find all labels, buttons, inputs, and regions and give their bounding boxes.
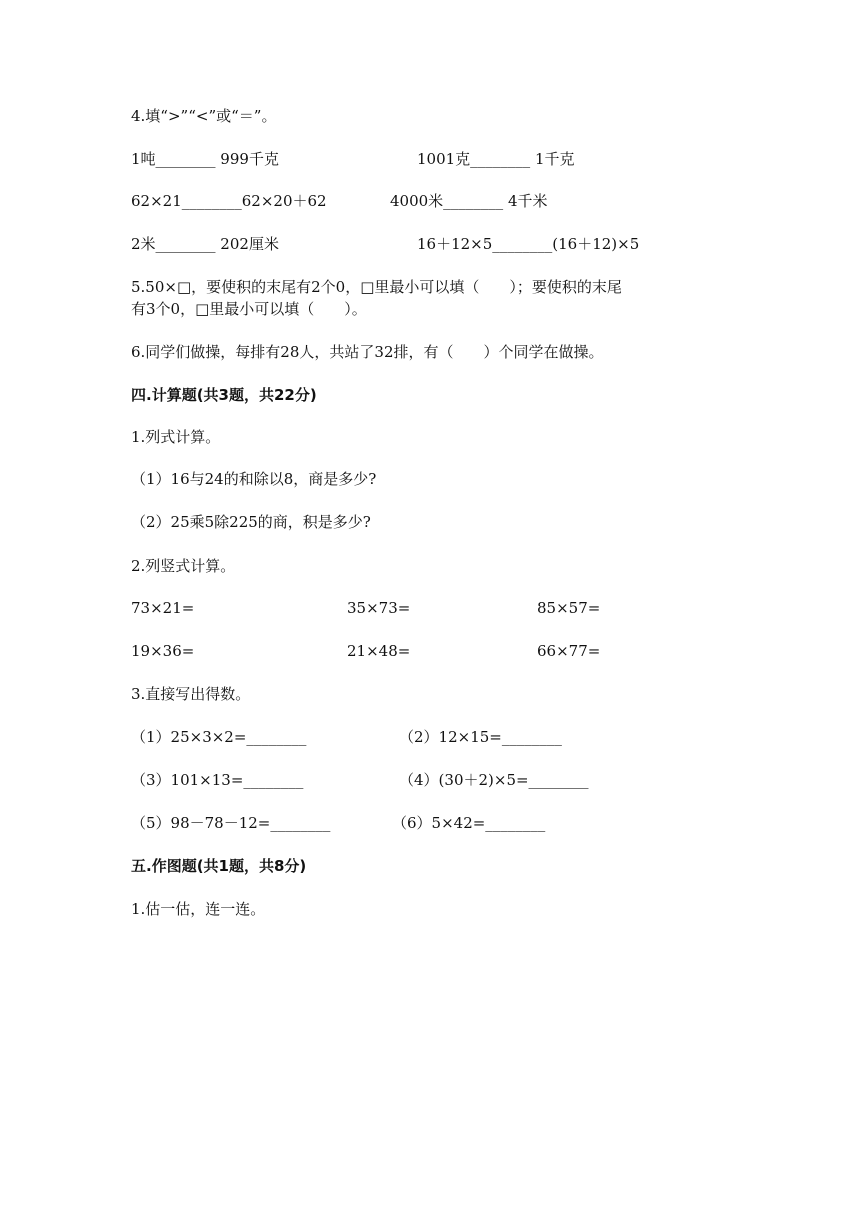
s5-q1-title: 1.估一估，连一连。 bbox=[131, 900, 266, 918]
s4-q3-item-6: （6）5×42=________ bbox=[392, 814, 546, 832]
q4-item-3: 62×21________62×20＋62 bbox=[131, 192, 327, 210]
s4-q1-item-2: （2）25乘5除225的商，积是多少? bbox=[131, 513, 371, 531]
s4-q2-item-6: 66×77= bbox=[537, 642, 601, 660]
s4-q3-item-4: （4）(30＋2)×5=________ bbox=[399, 771, 589, 789]
q4-item-1: 1吨________ 999千克 bbox=[131, 150, 279, 168]
s4-q3-item-5: （5）98－78－12=________ bbox=[131, 814, 331, 832]
s4-q2-item-4: 19×36= bbox=[131, 642, 195, 660]
q4-item-2: 1001克________ 1千克 bbox=[417, 150, 575, 168]
q4-title: 4.填“>”“<”或“＝”。 bbox=[131, 107, 277, 125]
s4-q2-item-3: 85×57= bbox=[537, 599, 601, 617]
s4-q3-title: 3.直接写出得数。 bbox=[131, 685, 251, 703]
s4-q3-item-3: （3）101×13=________ bbox=[131, 771, 304, 789]
s4-q1-title: 1.列式计算。 bbox=[131, 428, 221, 446]
q4-item-4: 4000米________ 4千米 bbox=[390, 192, 548, 210]
section-4-heading: 四.计算题(共3题，共22分) bbox=[131, 386, 317, 404]
s4-q1-item-1: （1）16与24的和除以8，商是多少? bbox=[131, 470, 377, 488]
s4-q3-item-1: （1）25×3×2=________ bbox=[131, 728, 307, 746]
s4-q2-item-2: 35×73= bbox=[347, 599, 411, 617]
q6-text: 6.同学们做操，每排有28人，共站了32排，有（ ）个同学在做操。 bbox=[131, 343, 604, 361]
s4-q2-title: 2.列竖式计算。 bbox=[131, 557, 236, 575]
q4-item-6: 16＋12×5________(16＋12)×5 bbox=[417, 235, 640, 253]
s4-q2-item-1: 73×21= bbox=[131, 599, 195, 617]
q5-line-2: 有3个0，□里最小可以填（ ）。 bbox=[131, 300, 367, 318]
s4-q2-item-5: 21×48= bbox=[347, 642, 411, 660]
s4-q3-item-2: （2）12×15=________ bbox=[399, 728, 562, 746]
q5-line-1: 5.50×□，要使积的末尾有2个0，□里最小可以填（ ）；要使积的末尾 bbox=[131, 278, 622, 296]
q4-item-5: 2米________ 202厘米 bbox=[131, 235, 279, 253]
section-5-heading: 五.作图题(共1题，共8分) bbox=[131, 857, 307, 875]
